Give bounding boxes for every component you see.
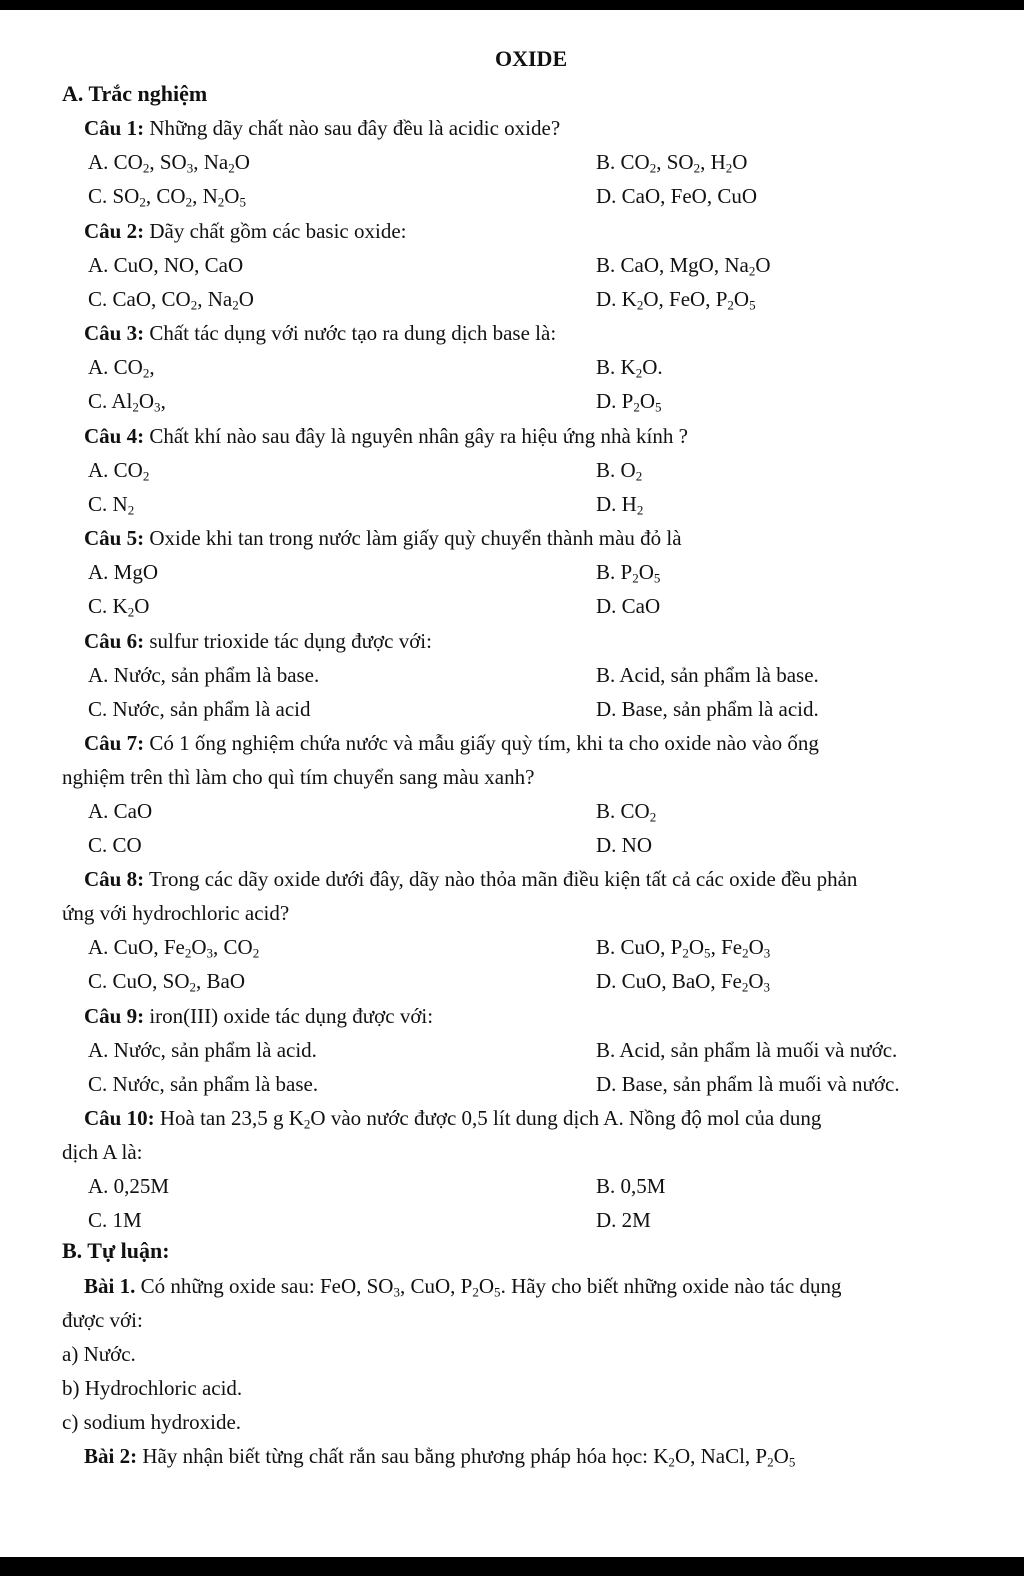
question-5-text: Oxide khi tan trong nước làm giấy quỳ chuyển thành màu đỏ là [144, 526, 682, 550]
question-5-option-d: D. CaO [596, 594, 661, 618]
question-2-prompt [84, 218, 407, 244]
exercise-2-prompt [84, 1443, 795, 1469]
question-5-prompt [84, 525, 682, 551]
question-6-option-c: C. Nước, sản phẩm là acid [88, 697, 311, 721]
question-5-option-b: B. $P_2O_5$ [596, 560, 661, 586]
question-7-prompt [84, 730, 819, 756]
section-b-heading: B. Tự luận: [62, 1238, 170, 1263]
question-7-option-a: A. CaO [88, 799, 153, 823]
question-6-number: Câu 6: [84, 629, 145, 653]
question-7-text: Có 1 ống nghiệm chứa nước và mẫu giấy quỳ tím, khi ta cho oxide nào vào ống [144, 731, 819, 755]
question-3-text: Chất tác dụng với nước tạo ra dung dịch base là: [144, 321, 557, 345]
exercise-1-prompt [84, 1273, 841, 1299]
question-6-option-d: D. Base, sản phẩm là acid. [596, 697, 819, 721]
question-3-option-d: D. $P_2O_5$ [596, 389, 662, 415]
question-8-prompt-cont: ứng với hydrochloric acid? [62, 901, 290, 925]
question-3-option-b: B. $K_2O$. [596, 355, 663, 381]
question-4-option-a: A. $CO_2$ [88, 458, 150, 484]
question-10-option-d: D. 2M [596, 1208, 651, 1232]
question-8-option-d: D. CuO, BaO, $Fe_2O_3$ [596, 969, 771, 995]
question-10-number: Câu 10: [84, 1106, 155, 1130]
question-1-option-b: B. $CO_2$, $SO_2$, $H_2O$ [596, 150, 748, 176]
question-3-option-c: C. $Al_2O_3$, [88, 389, 166, 415]
question-7-option-c: C. CO [88, 833, 142, 857]
question-2-option-b: B. CaO, MgO, $Na_2O$ [596, 253, 771, 279]
question-8-option-a: A. CuO, $Fe_2O_3$, $CO_2$ [88, 935, 260, 961]
question-9-option-a: A. Nước, sản phẩm là acid. [88, 1038, 317, 1062]
question-4-prompt [84, 423, 688, 449]
question-9-option-c: C. Nước, sản phẩm là base. [88, 1072, 319, 1096]
question-4-number: Câu 4: [84, 424, 145, 448]
question-10-prompt-cont: dịch A là: [62, 1140, 143, 1164]
page-title: OXIDE [495, 46, 568, 71]
question-1-prompt [84, 115, 560, 141]
exercise-1-item-b: b) Hydrochloric acid. [62, 1376, 243, 1400]
question-5-number: Câu 5: [84, 526, 145, 550]
exercise-1-item-a: a) Nước. [62, 1342, 136, 1366]
question-8-option-b: B. CuO, $P_2O_5$, $Fe_2O_3$ [596, 935, 771, 961]
question-8-number: Câu 8: [84, 867, 145, 891]
exercise-1-number: Bài 1. [84, 1274, 136, 1298]
question-6-text: sulfur trioxide tác dụng được với: [144, 629, 432, 653]
exercise-1-item-c: c) sodium hydroxide. [62, 1410, 242, 1434]
question-4-option-b: B. $O_2$ [596, 458, 643, 484]
question-5-option-a: A. MgO [88, 560, 159, 584]
question-7-option-b: B. $CO_2$ [596, 799, 657, 825]
question-9-number: Câu 9: [84, 1004, 145, 1028]
exercise-2-number: Bài 2: [84, 1444, 138, 1468]
question-10-prompt [84, 1105, 821, 1131]
question-10-text: Hoà tan 23,5 g $K_2O$ vào nước được 0,5 lít dung dịch A. Nồng độ mol của dung [154, 1106, 822, 1132]
question-1-number: Câu 1: [84, 116, 145, 140]
question-9-option-d: D. Base, sản phẩm là muối và nước. [596, 1072, 900, 1096]
question-2-option-d: D. $K_2O$, FeO, $P_2O_5$ [596, 287, 756, 313]
question-3-prompt [84, 320, 556, 346]
question-10-option-a: A. 0,25M [88, 1174, 170, 1198]
question-2-text: Dãy chất gồm các basic oxide: [144, 219, 407, 243]
question-7-prompt-cont: nghiệm trên thì làm cho quì tím chuyển sang màu xanh? [62, 765, 535, 789]
question-2-option-a: A. CuO, NO, CaO [88, 253, 244, 277]
question-1-text: Những dãy chất nào sau đây đều là acidic oxide? [144, 116, 561, 140]
question-7-option-d: D. NO [596, 833, 652, 857]
question-9-text: iron(III) oxide tác dụng được với: [144, 1004, 434, 1028]
exercise-1-prompt-cont: được với: [62, 1308, 143, 1332]
question-6-option-b: B. Acid, sản phẩm là base. [596, 663, 819, 687]
question-10-option-c: C. 1M [88, 1208, 142, 1232]
question-9-option-b: B. Acid, sản phẩm là muối và nước. [596, 1038, 898, 1062]
question-1-option-d: D. CaO, FeO, CuO [596, 184, 757, 208]
question-4-option-d: D. $H_2$ [596, 492, 644, 518]
question-6-option-a: A. Nước, sản phẩm là base. [88, 663, 320, 687]
question-8-prompt [84, 866, 857, 892]
section-a-heading: A. Trắc nghiệm [62, 81, 208, 106]
question-3-option-a: A. $CO_2$, [88, 355, 155, 381]
question-9-prompt [84, 1003, 433, 1029]
question-10-option-b: B. 0,5M [596, 1174, 666, 1198]
question-8-text: Trong các dãy oxide dưới đây, dãy nào thỏa mãn điều kiện tất cả các oxide đều phản [144, 867, 858, 891]
exercise-1-text: Có những oxide sau: FeO, $SO_3$, CuO, $P_2O_5$. Hãy cho biết những oxide nào tác dụng [135, 1274, 842, 1300]
question-1-option-a: A. $CO_2$, $SO_3$, $Na_2O$ [88, 150, 250, 176]
question-5-option-c: C. $K_2O$ [88, 594, 150, 620]
question-4-text: Chất khí nào sau đây là nguyên nhân gây ra hiệu ứng nhà kính ? [144, 424, 688, 448]
bottom-border [0, 1557, 1024, 1576]
question-1-option-c: C. $SO_2$, $CO_2$, $N_2O_5$ [88, 184, 246, 210]
question-6-prompt [84, 628, 432, 654]
exercise-2-text: Hãy nhận biết từng chất rắn sau bằng phương pháp hóa học: $K_2O$, NaCl, $P_2O_5$ [137, 1444, 796, 1470]
question-2-number: Câu 2: [84, 219, 145, 243]
question-7-number: Câu 7: [84, 731, 145, 755]
question-4-option-c: C. $N_2$ [88, 492, 135, 518]
question-2-option-c: C. CaO, $CO_2$, $Na_2O$ [88, 287, 254, 313]
question-3-number: Câu 3: [84, 321, 145, 345]
question-8-option-c: C. CuO, $SO_2$, BaO [88, 969, 246, 995]
